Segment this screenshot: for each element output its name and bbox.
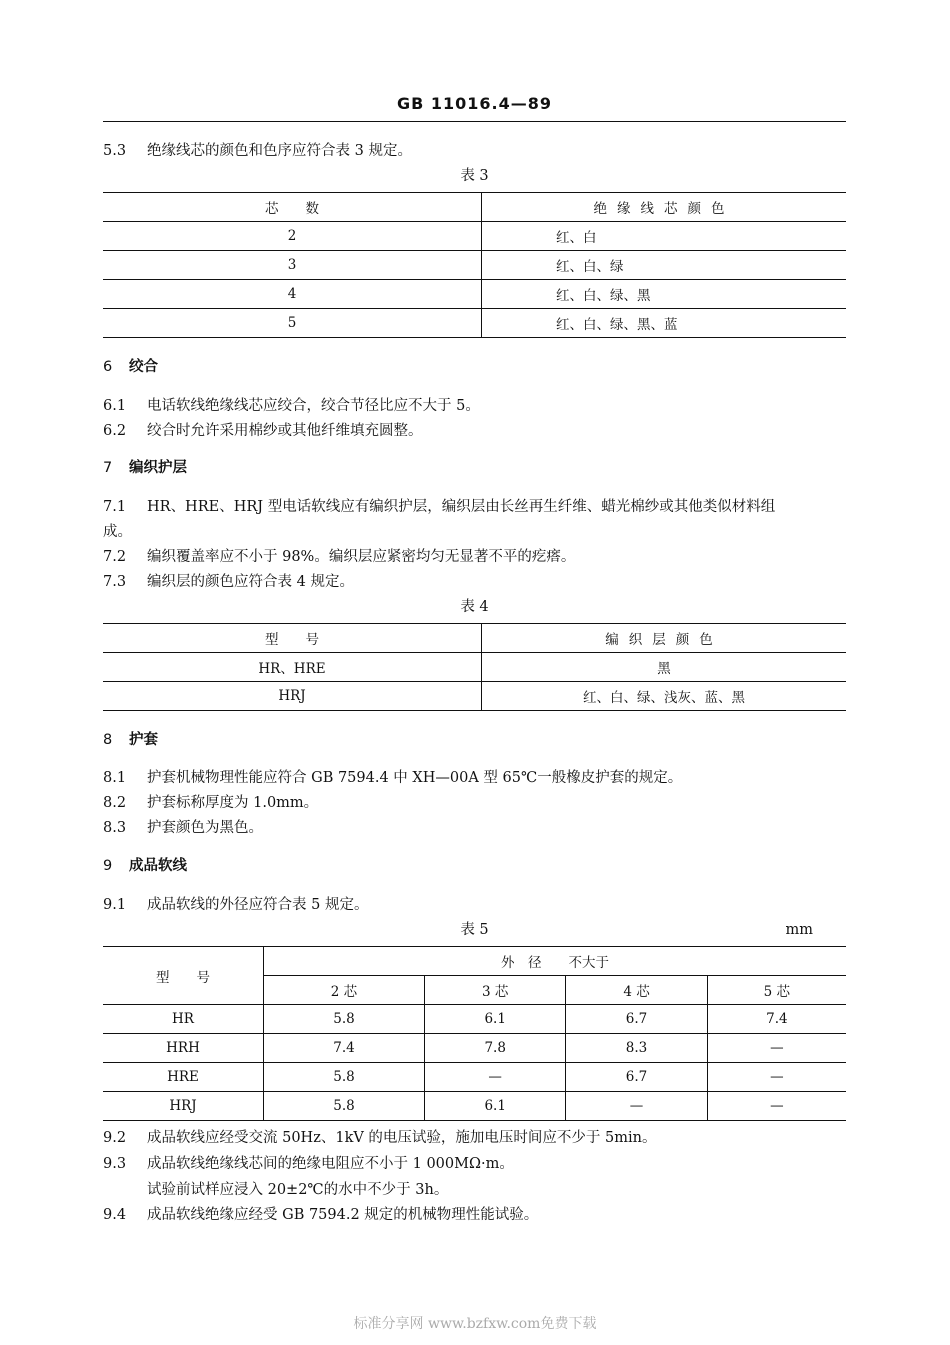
clause-9-2 [103, 1128, 657, 1148]
table-cell: 5.8 [264, 1092, 425, 1121]
table-cell: 5.8 [264, 1005, 425, 1034]
table-cell: 红、白、绿、黑 [482, 280, 847, 309]
clause-number: 9.3 [103, 1156, 127, 1172]
clause-text: 成品软线应经受交流 50Hz、1kV 的电压试验，施加电压时间应不少于 5min。 [147, 1130, 657, 1146]
clause-9-3-continuation: 试验前试样应浸入 20±2℃的水中不少于 3h。 [147, 1182, 449, 1198]
clause-9-1 [103, 895, 368, 915]
table-cell: — [707, 1034, 846, 1063]
clause-number: 8.1 [103, 770, 127, 786]
clause-text: HR、HRE、HRJ 型电话软线应有编织护层，编织层由长丝再生纤维、蜡光棉纱或其他类似材料组 [147, 499, 776, 515]
table-cell: 6.1 [425, 1005, 566, 1034]
section-number: 7 [103, 460, 113, 476]
clause-number: 5.3 [103, 143, 127, 159]
table-cell: HRJ [103, 682, 482, 711]
clause-9-3 [103, 1154, 514, 1174]
table-header-row [103, 624, 846, 653]
clause-text: 护套机械物理性能应符合 GB 7594.4 中 XH—00A 型 65℃一般橡皮护套的规定。 [147, 770, 683, 786]
clause-text: 成品软线绝缘线芯间的绝缘电阻应不小于 1 000MΩ·m。 [147, 1156, 514, 1172]
clause-number: 7.3 [103, 574, 127, 590]
header-cell: 5 芯 [707, 976, 846, 1005]
document-header: GB 11016.4—89 [396, 94, 553, 113]
table-cell: 8.3 [566, 1034, 707, 1063]
table-cell: — [425, 1063, 566, 1092]
table5-caption: 表 5 [460, 922, 489, 938]
header-cell: 4 芯 [566, 976, 707, 1005]
header-cell: 型 号 [103, 947, 264, 1005]
clause-text: 成品软线的外径应符合表 5 规定。 [147, 897, 369, 913]
footer-watermark: 标准分享网 www.bzfxw.com免费下载 [353, 1316, 597, 1332]
table-cell: 红、白、绿 [482, 251, 847, 280]
table-row [103, 653, 846, 682]
header-cell: 绝缘线芯颜色 [482, 193, 847, 222]
section-title: 成品软线 [129, 858, 187, 874]
clause-7-3 [103, 572, 354, 592]
clause-number: 6.2 [103, 423, 127, 439]
clause-text: 成品软线绝缘应经受 GB 7594.2 规定的机械物理性能试验。 [147, 1207, 539, 1223]
table-row [103, 280, 846, 309]
table-cell: 6.1 [425, 1092, 566, 1121]
section-6-heading [103, 357, 158, 377]
clause-number: 7.1 [103, 499, 127, 515]
header-cell: 外 径 不大于 [264, 947, 847, 976]
table-cell: — [707, 1092, 846, 1121]
table-cell: — [707, 1063, 846, 1092]
clause-6-1 [103, 396, 480, 416]
clause-text: 护套颜色为黑色。 [147, 820, 263, 836]
table-row [103, 309, 846, 338]
section-number: 6 [103, 359, 113, 375]
table-cell: HRJ [103, 1092, 264, 1121]
table-5 [103, 946, 846, 1121]
clause-text: 绞合时允许采用棉纱或其他纤维填充圆整。 [147, 423, 423, 439]
table-3 [103, 192, 846, 338]
clause-8-1 [103, 768, 682, 788]
table-row [103, 682, 846, 711]
header-cell: 2 芯 [264, 976, 425, 1005]
table-row [103, 1034, 846, 1063]
clause-5-3 [103, 141, 412, 161]
table3-caption: 表 3 [460, 168, 489, 184]
clause-8-2 [103, 793, 318, 813]
table-row [103, 1092, 846, 1121]
clause-7-2 [103, 547, 575, 567]
table-header-row [103, 193, 846, 222]
table-cell: 5 [103, 309, 482, 338]
clause-number: 6.1 [103, 398, 127, 414]
section-9-heading [103, 856, 187, 876]
table-cell: 红、白 [482, 222, 847, 251]
clause-number: 8.3 [103, 820, 127, 836]
table-cell: 红、白、绿、黑、蓝 [556, 317, 678, 333]
table4-caption: 表 4 [460, 599, 489, 615]
clause-text: 编织覆盖率应不小于 98%。编织层应紧密均匀无显著不平的疙瘩。 [147, 549, 576, 565]
section-title: 绞合 [129, 359, 158, 375]
table-cell: 7.4 [707, 1005, 846, 1034]
table-cell: — [566, 1092, 707, 1121]
section-7-heading [103, 458, 187, 478]
section-number: 9 [103, 858, 113, 874]
table-row [103, 251, 846, 280]
table-row [103, 222, 846, 251]
clause-number: 9.2 [103, 1130, 127, 1146]
table-cell: HRH [103, 1034, 264, 1063]
clause-8-3 [103, 818, 263, 838]
table5-unit: mm [785, 922, 813, 938]
clause-number: 9.4 [103, 1207, 127, 1223]
header-cell: 编织层颜色 [482, 624, 847, 653]
table-cell: 3 [103, 251, 482, 280]
clause-6-2 [103, 421, 423, 441]
table-4 [103, 623, 846, 711]
table-row [103, 1005, 846, 1034]
clause-text: 编织层的颜色应符合表 4 规定。 [147, 574, 354, 590]
table-cell: 7.4 [264, 1034, 425, 1063]
table-cell: HR [103, 1005, 264, 1034]
table-cell: 4 [103, 280, 482, 309]
clause-number: 9.1 [103, 897, 127, 913]
table-cell: 红、白、绿、浅灰、蓝、黑 [583, 690, 745, 706]
clause-9-4 [103, 1205, 538, 1225]
table-cell: 6.7 [566, 1063, 707, 1092]
table-cell: 5.8 [264, 1063, 425, 1092]
clause-7-1 [103, 497, 775, 517]
table-cell: 6.7 [566, 1005, 707, 1034]
clause-7-1-continuation: 成。 [103, 524, 132, 540]
table-cell: HRE [103, 1063, 264, 1092]
header-cell: 3 芯 [425, 976, 566, 1005]
table-cell: 7.8 [425, 1034, 566, 1063]
clause-number: 7.2 [103, 549, 127, 565]
table-cell: 2 [103, 222, 482, 251]
table-cell: 黑 [482, 653, 847, 682]
table-header-row [103, 947, 846, 976]
section-title: 编织护层 [129, 460, 187, 476]
header-rule [103, 121, 846, 122]
section-title: 护套 [129, 732, 158, 748]
header-cell: 型 号 [103, 624, 482, 653]
clause-text: 护套标称厚度为 1.0mm。 [147, 795, 319, 811]
clause-text: 绝缘线芯的颜色和色序应符合表 3 规定。 [147, 143, 412, 159]
header-cell: 芯 数 [103, 193, 482, 222]
section-8-heading [103, 730, 158, 750]
clause-text: 电话软线绝缘线芯应绞合，绞合节径比应不大于 5。 [147, 398, 480, 414]
clause-number: 8.2 [103, 795, 127, 811]
table-cell: HR、HRE [103, 653, 482, 682]
table-row [103, 1063, 846, 1092]
section-number: 8 [103, 732, 113, 748]
